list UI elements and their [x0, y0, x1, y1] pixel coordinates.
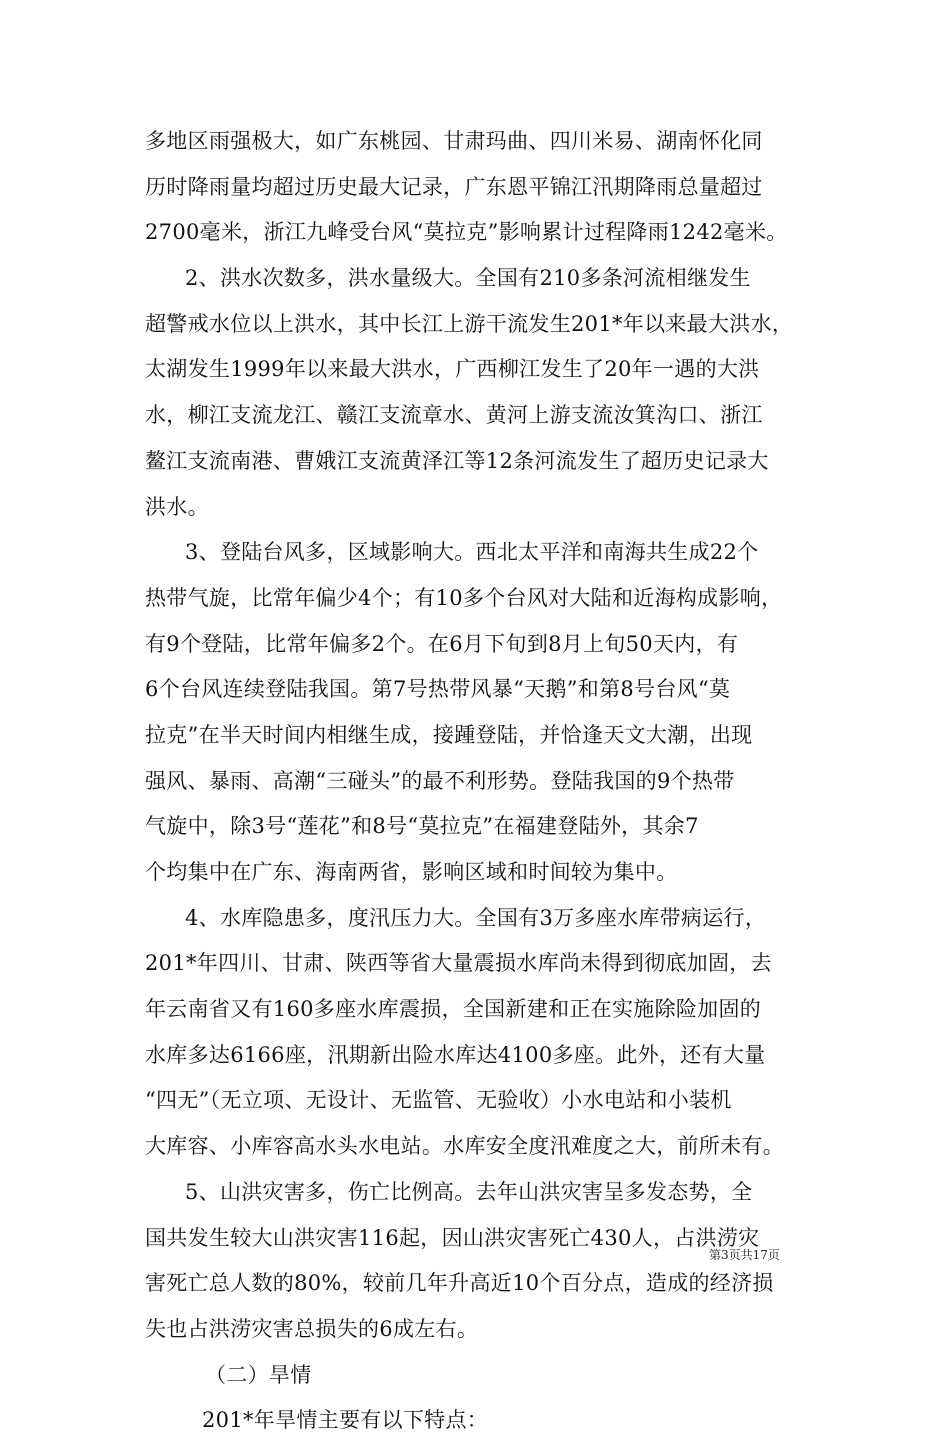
text-line: 6个台风连续登陆我国。第7号热带风暴“天鹅”和第8号台风“莫: [145, 677, 731, 702]
text-line: 多地区雨强极大，如广东桃园、甘肃玛曲、四川米易、湖南怀化同: [145, 129, 763, 153]
text-line: 失也占洪涝灾害总损失的6成左右。: [145, 1316, 479, 1341]
text-line: 鳌江支流南港、曹娥江支流黄泽江等12条河流发生了超历史记录大: [145, 448, 769, 473]
text-line: 洪水。: [145, 494, 209, 519]
text-line: 历时降雨量均超过历史最大记录，广东恩平锦江汛期降雨总量超过: [145, 174, 763, 199]
text-line: 强风、暴雨、高潮“三碰头”的最不利形势。登陆我国的9个热带: [145, 768, 735, 793]
document-body: [145, 119, 810, 1444]
text-line: 2700毫米，浙江九峰受台风“莫拉克”影响累计过程降雨1242毫米。: [145, 220, 788, 245]
text-line: 害死亡总人数的80%，较前几年升高近10个百分点，造成的经济损: [145, 1271, 774, 1296]
text-line: 水，柳江支流龙江、赣江支流章水、黄河上游支流汝箕沟口、浙江: [145, 403, 763, 428]
paragraph-start-line: 4、水库隐患多，度汛压力大。全国有3万多座水库带病运行，: [185, 905, 767, 930]
text-line: 大库容、小库容高水头水电站。水库安全度汛难度之大，前所未有。: [145, 1134, 784, 1159]
paragraph-start-line: 201*年旱情主要有以下特点：: [202, 1408, 489, 1433]
section-heading: （二）旱情: [205, 1362, 312, 1387]
text-line: 国共发生较大山洪灾害116起，因山洪灾害死亡430人，占洪涝灾: [145, 1225, 760, 1250]
text-line: 年云南省又有160多座水库震损，全国新建和正在实施除险加固的: [145, 997, 762, 1022]
text-line: 热带气旋，比常年偏少4个；有10多个台风对大陆和近海构成影响，: [145, 585, 783, 610]
text-line: 有9个登陆，比常年偏多2个。在6月下旬到8月上旬50天内，有: [145, 631, 739, 656]
text-line: 拉克”在半天时间内相继生成，接踵登陆，并恰逢天文大潮，出现: [145, 722, 753, 747]
paragraph-start-line: 2、洪水次数多，洪水量级大。全国有210多条河流相继发生: [185, 266, 751, 291]
text-line: “四无”（无立项、无设计、无监管、无验收）小水电站和小装机: [145, 1088, 732, 1113]
text-line: 超警戒水位以上洪水，其中长江上游干流发生201*年以来最大洪水，: [145, 311, 794, 336]
paragraph-start-line: 5、山洪灾害多，伤亡比例高。去年山洪灾害呈多发态势，全: [185, 1179, 753, 1204]
text-line: 水库多达6166座，汛期新出险水库达4100多座。此外，还有大量: [145, 1042, 766, 1067]
text-line: 201*年四川、甘肃、陕西等省大量震损水库尚未得到彻底加固，去: [145, 951, 772, 976]
text-line: 太湖发生1999年以来最大洪水，广西柳江发生了20年一遇的大洪: [145, 357, 760, 382]
page-number-footer: 第3页共17页: [709, 1248, 780, 1262]
text-line: 气旋中，除3号“莲花”和8号“莫拉克”在福建登陆外，其余7: [145, 814, 699, 839]
paragraph-start-line: 3、登陆台风多，区域影响大。西北太平洋和南海共生成22个: [185, 540, 759, 565]
text-line: 个均集中在广东、海南两省，影响区域和时间较为集中。: [145, 860, 678, 884]
